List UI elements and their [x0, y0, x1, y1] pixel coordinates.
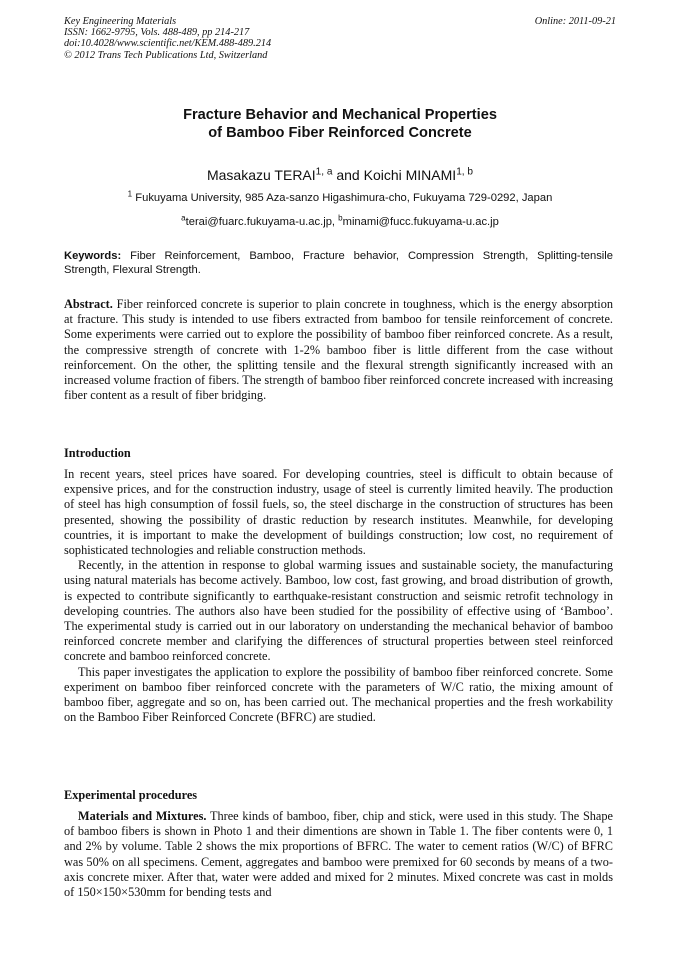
abstract: [64, 297, 613, 403]
materials-text: Three kinds of bamboo, fiber, chip and stick, were used in this study. The Shape of bamboo fibers is shown in Photo 1 and their dimentions are shown in Table 1. The fiber contents were 0, 1 and 2% by volume. Table 2 shows the mix proportions of BFRC. The water to cement ratios (W/C) of BFRC was 50% on all specimens. Cement, aggregates and bamboo were premixed for 60 seconds by means of a two-axis concrete mixer. After that, water were added and mixed for 2 minutes. Mixed concrete was cast in molds of 150×150×530mm for bending tests and: [64, 809, 613, 900]
introduction-paragraph-2: Recently, in the attention in response to global warming issues and sustainable society, the manufacturing using natural materials has become actively. Bamboo, low cost, fast growing, and broad distribution of growth, is expected to contribute significantly to earthquake-resistant construction and seismic retrofit technology in developing countries. The authors also have been studied for the possibility of effective using of ‘Bamboo’. The experimental study is carried out in our laboratory on understanding the mechanical behavior of bamboo reinforced concrete member and clarifying the differences of structural properties between steel reinforced concrete and bamboo reinforced concrete.: [64, 558, 613, 664]
copyright-line: © 2012 Trans Tech Publications Ltd, Switzerland: [64, 49, 268, 61]
paper-title: [64, 107, 616, 142]
introduction-paragraph-3: This paper investigates the application to explore the possibility of bamboo fiber reinforced concrete. Some experiment on bamboo fiber reinforced concrete with the parameters of W/C ratio, the mixing amount of bamboo fiber, aggregate and so on, has been carried out. The mechanical properties and the fresh workability on the Bamboo Fiber Reinforced Concrete (BFRC) are studied.: [64, 664, 613, 725]
author-emails: [64, 213, 616, 228]
author-1-affiliation-mark: 1, a: [315, 166, 333, 178]
keywords: [64, 249, 613, 277]
introduction-body: [64, 467, 613, 725]
online-date: Online: 2011-09-21: [534, 16, 616, 27]
email-a: terai@fuarc.fukuyama-u.ac.jp,: [185, 216, 339, 228]
email-b: minami@fucc.fukuyama-u.ac.jp: [342, 216, 499, 228]
materials-label: Materials and Mixtures.: [78, 809, 207, 823]
journal-header: [64, 16, 616, 61]
abstract-label: Abstract.: [64, 297, 113, 311]
author-2-affiliation-mark: 1, b: [456, 166, 473, 178]
introduction-paragraph-1: In recent years, steel prices have soared. For developing countries, steel is difficult to obtain because of expensive prices, and for the construction industry, usage of steel is currently limited heavily. The production of steel has high consumption of fossil fuels, so, the steel discharge in the construction of structures has been presented, showing the possibility of drastic reduction by research institutes. Meanwhile, for developing countries, it is important to make the development of buildings construction; low cost, no requirement of sophisticated technologies and reliable construction methods.: [64, 467, 613, 558]
doi-line: doi:10.4028/www.scientific.net/KEM.488-489.214: [64, 38, 272, 50]
email-a-mark: a: [181, 213, 186, 223]
issn-line: ISSN: 1662-9795, Vols. 488-489, pp 214-217: [64, 27, 250, 39]
affiliation: [64, 189, 616, 204]
author-list: [64, 167, 616, 183]
title-line-1: Fracture Behavior and Mechanical Properties: [183, 107, 497, 123]
affiliation-mark: 1: [127, 189, 133, 199]
author-1: Masakazu TERAI: [206, 167, 316, 183]
introduction-heading: Introduction: [64, 446, 131, 460]
experimental-heading: Experimental procedures: [64, 788, 198, 802]
experimental-body: [64, 809, 613, 900]
author-2: Koichi MINAMI: [363, 167, 457, 183]
affiliation-text: Fukuyama University, 985 Aza-sanzo Higashimura-cho, Fukuyama 729-0292, Japan: [132, 192, 553, 204]
keywords-label: Keywords:: [64, 250, 122, 262]
keywords-text: Fiber Reinforcement, Bamboo, Fracture behavior, Compression Strength, Splitting-tensile Strength, Flexural Strength.: [64, 250, 613, 276]
author-conjunction: and: [332, 167, 364, 183]
abstract-text: Fiber reinforced concrete is superior to plain concrete in toughness, which is the energy absorption at fracture. This study is intended to use fibers extracted from bamboo for tensile reinforcement of concrete. Some experiments were carried out to explore the possibility of bamboo fiber reinforced concrete. As a result, the compressive strength of concrete with 1-2% bamboo fiber is little different from the case without reinforcement. On the other, the splitting tensile and the flexural strength significantly increased with an increased volume fraction of fibers. The strength of bamboo fiber reinforced concrete increased with increasing fiber content as a result of fiber bridging.: [64, 297, 613, 403]
title-line-2: of Bamboo Fiber Reinforced Concrete: [208, 124, 472, 141]
journal-name: Key Engineering Materials: [64, 16, 177, 27]
email-b-mark: b: [338, 213, 343, 223]
